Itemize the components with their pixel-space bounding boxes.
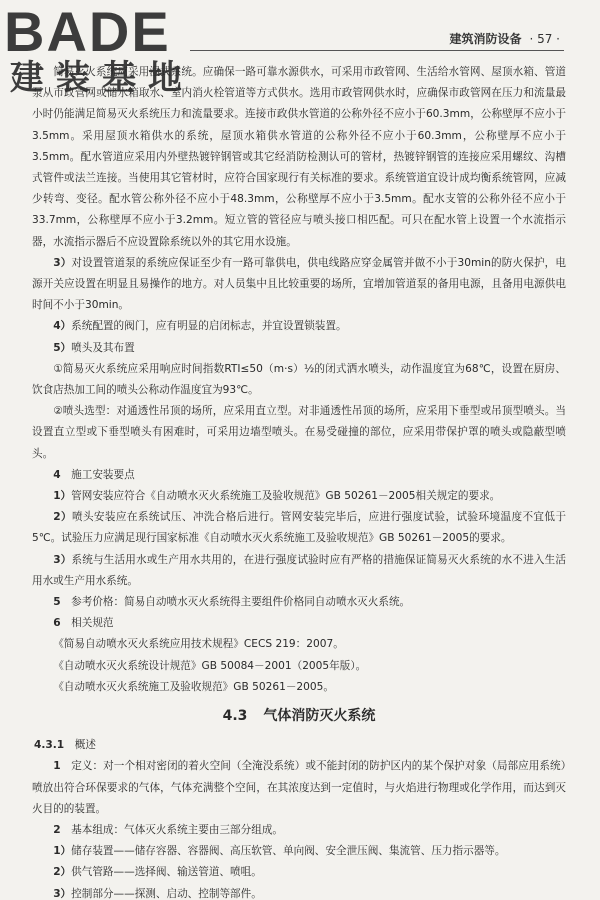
paragraph-definition [32,756,566,820]
section-text: 相关规范 [71,617,114,630]
item-text: 定义：对一个相对密闭的着火空间（全淹没系统）或不能封闭的防护区内的某个保护对象（局部应用系统）喷放出符合环保要求的气体，气体充满整个空间，在其浓度达到一定值时，与火焰进行物理或化学作用，而达到灭火目的的装置。 [32,760,566,815]
item-number: 1） [53,845,72,858]
item-number: 2） [53,866,72,879]
item-text: 系统配置的阀门，应有明显的启闭标志，并宜设置锁装置。 [71,320,347,333]
paragraph-install-3 [32,550,566,592]
section-heading-title: 气体消防灭火系统 [263,708,376,725]
subsection-heading [32,735,566,756]
item-text: 喷头安装应在系统试压、冲洗合格后进行。管网安装完毕后，应进行强度试验，试验环境温度不宜低于5℃。试验压力应满足现行国家标准《自动喷水灭火系统施工及验收规范》GB 50261－2005的要求。 [32,511,567,545]
section-number: 4 [53,468,61,481]
item-text: 供气管路——选择阀、输送管道、喷咀。 [71,866,262,879]
paragraph-install-2 [32,507,566,549]
watermark-cn: 建装基地 [10,58,194,98]
paragraph-composition [32,820,566,841]
item-text: 对设置管道泵的系统应保证至少有一路可靠供电，供电线路应穿金属管并做不小于30min的防火保护，电源开关应设置在明显且易操作的地方。对人员集中且比较重要的场所，宜增加管道泵的备用电源，且备用电源供电时间不小于30min。 [32,256,566,312]
item-number: 2 [53,823,61,836]
item-number: 3） [53,256,72,269]
header-title: 建筑消防设备 [449,32,522,46]
item-number: 3） [53,553,72,566]
item-number: 2） [53,511,72,524]
item-text: 管网安装应符合《自动喷水灭火系统施工及验收规范》GB 50261－2005相关规定的要求。 [71,490,501,503]
item-text: 控制部分——探测、启动、控制等部件。 [71,887,262,900]
reference-item: 《自动喷水灭火系统施工及验收规范》GB 50261－2005。 [53,680,334,693]
paragraph-sprinkler-rti: ①简易灭火系统应采用响应时间指数RTI≤50（m·s）½的闭式洒水喷头，动作温度宜为68℃，设置在厨房、饮食店热加工间的喷头公称动作温度宜为93℃。 [32,362,566,397]
page-number: · 57 · [529,32,560,46]
paragraph-sprinkler-type: ②喷头选型：对通透性吊顶的场所，应采用直立型。对非通透性吊顶的场所，应采用下垂型或吊顶型喷头。当设置直立型或下垂型喷头有困难时，可采用边墙型喷头。在易受碰撞的部位，应采用带保护罩的喷头或隐蔽型喷头。 [32,405,566,460]
item-text: 基本组成：气体灭火系统主要由三部分组成。 [71,823,284,836]
section-number: 5 [53,596,61,609]
paragraph-control [32,884,566,900]
paragraph-water-supply: 简易灭火系统应采用湿式系统。应确保一路可靠水源供水，可采用市政管网、生活给水管网、屋顶水箱、管道泵从市政管网或储水箱取水、室内消火栓管道等方式供水。选用市政管网供水时，应确保市政管网在压力和流量最小时仍能满足简易灭火系统压力和流量要求。连接市政供水管道的公称外径不应小于60.3mm，公称壁厚不应小于3.5mm。采用屋顶水箱供水的系统，屋顶水箱供水管道的公称外径不应小于60.3mm，公称壁厚不应小于3.5mm。配水管道应采用内外壁热镀锌钢管或其它经消防检测认可的管材，热镀锌钢管的连接应采用螺纹、沟槽式管件或法兰连接。当使用其它管材时，应符合国家现行有关标准的要求。系统管道宜设计成均衡系统管网，应减少转弯、变径。配水管公称外径不应小于48.3mm，公称壁厚不应小于3.5mm。配水支管的公称外径不应小于33.7mm，公称壁厚不应小于3.2mm。短立管的管径应与喷头接口相匹配。可只在配水管上设置一个水流指示器，水流指示器后不应设置除系统以外的其它用水设施。 [32,66,566,248]
section-installation [32,465,566,486]
item-number: 5） [53,341,72,354]
item-number: 3） [53,887,72,900]
item-text: 储存装置——储存容器、容器阀、高压软管、单向阀、安全泄压阀、集流管、压力指示器等。 [71,845,506,858]
subsection-number: 4.3.1 [34,739,65,752]
page-body [32,62,566,900]
watermark-brand: BADE [4,0,171,63]
item-number: 1） [53,490,72,503]
header-rule [190,50,564,51]
item-number: 4） [53,320,72,333]
section-heading [32,705,566,727]
section-standards [32,613,566,634]
paragraph-storage [32,841,566,862]
section-text: 施工安装要点 [71,468,135,481]
reference-item: 《简易自动喷水灭火系统应用技术规程》CECS 219：2007。 [53,638,344,651]
item-text: 系统与生活用水或生产用水共用的，在进行强度试验时应有严格的措施保证简易灭火系统的水不进入生活用水或生产用水系统。 [32,553,567,587]
section-price [32,592,566,613]
item-text: 喷头及其布置 [71,341,135,354]
section-text: 参考价格：简易自动喷水灭火系统得主要组件价格同自动喷水灭火系统。 [71,596,411,609]
item-number: 1 [53,760,61,773]
paragraph-install-1 [32,486,566,507]
section-number: 6 [53,617,61,630]
section-heading-number: 4.3 [222,708,248,725]
paragraph-valves [32,316,566,337]
reference-item: 《自动喷水灭火系统设计规范》GB 50084－2001（2005年版）。 [53,659,367,672]
running-header [449,30,560,47]
paragraph-pipeline [32,862,566,883]
subsection-title: 概述 [74,739,96,752]
paragraph-sprinklers [32,338,566,359]
paragraph-pump-power [32,253,566,317]
